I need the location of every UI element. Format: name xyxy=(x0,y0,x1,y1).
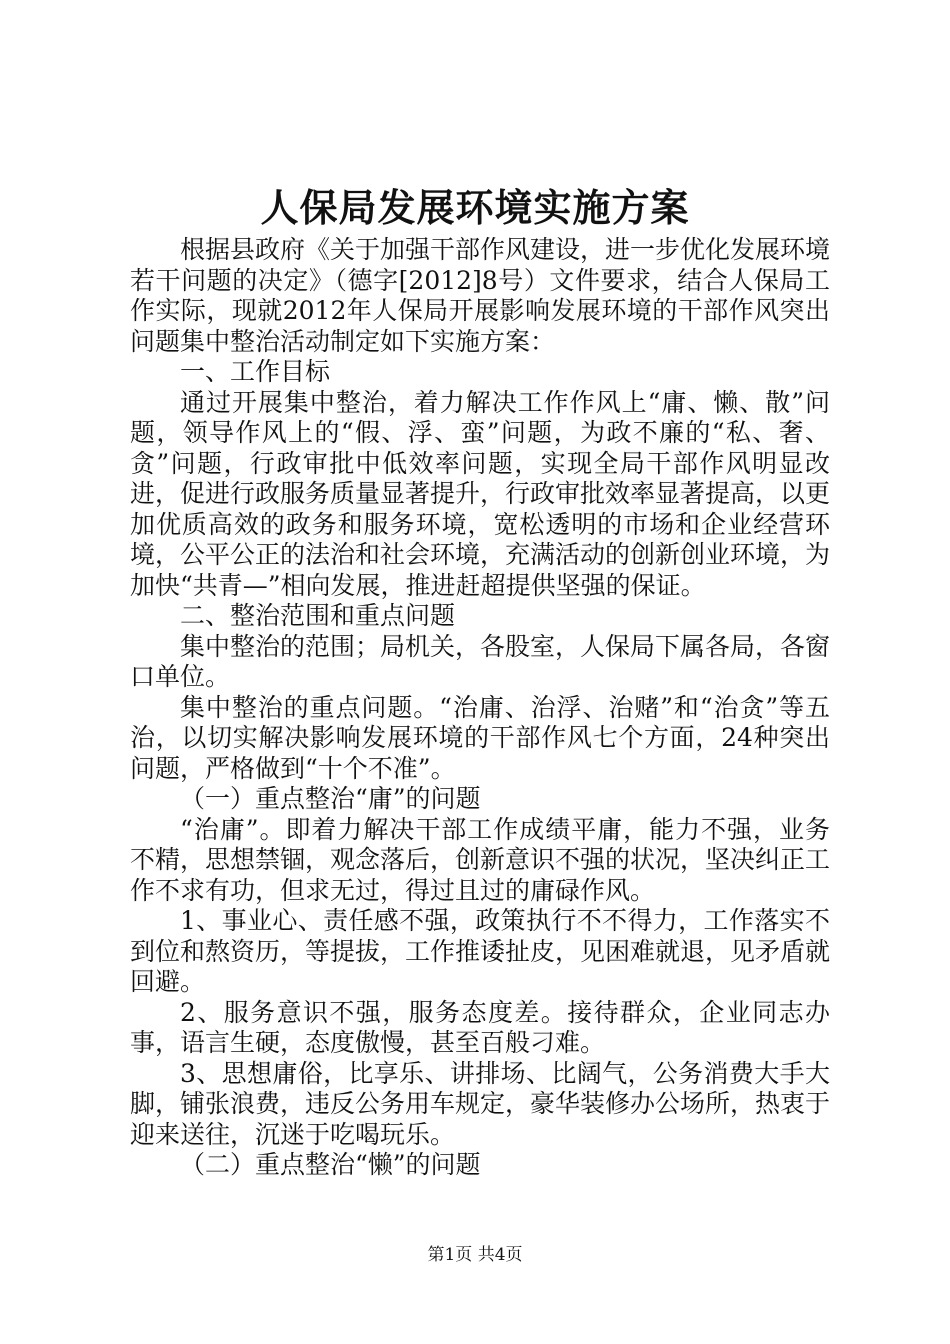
section-heading-scope: 二、整治范围和重点问题 xyxy=(180,601,456,630)
document-body xyxy=(130,235,830,1181)
list-item: 2、服务意识不强，服务态度差。接待群众，企业同志办事，语言生硬，态度傲慢，甚至百般刁难。 xyxy=(130,997,830,1057)
document-title: 人保局发展环境实施方案 xyxy=(260,185,690,230)
subsection-heading-yong: （一）重点整治“庸”的问题 xyxy=(180,784,481,813)
yong-paragraph: “治庸”。即着力解决干部工作成绩平庸，能力不强，业务不精，思想禁锢，观念落后，创新意识不强的状况，坚决纠正工作不求有功，但求无过，得过且过的庸碌作风。 xyxy=(130,814,831,905)
focus-paragraph: 集中整治的重点问题。“治庸、治浮、治赌”和“治贪”等五治，以切实解决影响发展环境的干部作风七个方面，24种突出问题，严格做到“十个不准”。 xyxy=(130,692,830,783)
subsection-heading-lan: （二）重点整治“懒”的问题 xyxy=(180,1150,481,1179)
intro-paragraph: 根据县政府《关于加强干部作风建设，进一步优化发展环境若干问题的决定》（德字[2012]8号）文件要求，结合人保局工作实际，现就2012年人保局开展影响发展环境的干部作风突出问题集中整治活动制定如下实施方案： xyxy=(130,235,831,356)
goals-paragraph: 通过开展集中整治，着力解决工作作风上“庸、懒、散”问题，领导作风上的“假、浮、蛮”问题，为政不廉的“私、奢、贪”问题，行政审批中低效率问题，实现全局干部作风明显改进，促进行政服务质量显著提升，行政审批效率显著提高，以更加优质高效的政务和服务环境，宽松透明的市场和企业经营环境，公平公正的法治和社会环境，充满活动的创新创业环境，为加快“共青—”相向发展，推进赶超提供坚强的保证。 xyxy=(130,387,831,600)
section-heading-goals: 一、工作目标 xyxy=(180,357,331,386)
page-number-footer: 第1页 共4页 xyxy=(427,1245,523,1265)
scope-paragraph: 集中整治的范围；局机关，各股室，人保局下属各局，各窗口单位。 xyxy=(130,631,831,691)
list-item: 1、事业心、责任感不强，政策执行不不得力，工作落实不到位和熬资历，等提拔，工作推诿扯皮，见困难就退，见矛盾就回避。 xyxy=(130,906,831,996)
list-item: 3、思想庸俗，比享乐、讲排场、比阔气，公务消费大手大脚，铺张浪费，违反公务用车规定，豪华装修办公场所，热衷于迎来送往，沉迷于吃喝玩乐。 xyxy=(130,1058,831,1149)
